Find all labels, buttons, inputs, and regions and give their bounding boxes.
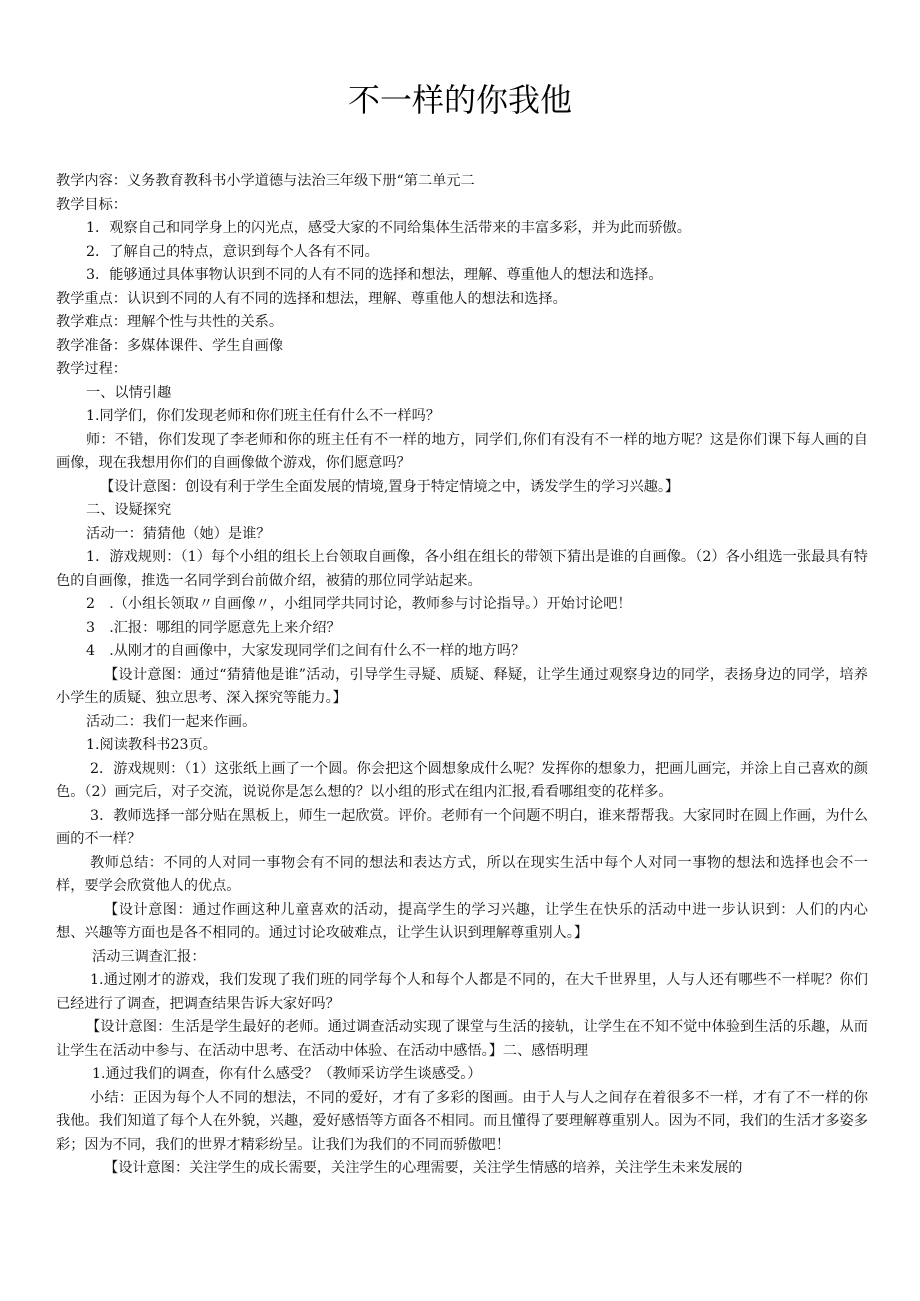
activity-1-item-2: 2 .（小组长领取〃自画像〃，小组同学共同讨论，教师参与讨论指导。）开始讨论吧！ — [86, 596, 632, 612]
design-intent-5: 【设计意图：关注学生的成长需要，关注学生的心理需要，关注学生情感的培养，关注学生未来发展的 — [104, 1160, 743, 1176]
activity-3-heading: 活动三调查汇报： — [92, 948, 206, 965]
section-heading-2: 二、设疑探究 — [86, 502, 172, 518]
goal-item-2: 2．了解自己的特点，意识到每个人各有不同。 — [86, 243, 379, 260]
summary-paragraph: 小结：正因为每个人不同的想法，不同的爱好，才有了多彩的图画。由于人与人之间存在着很多不一样，才有了不一样的你我他。我们知道了每个人在外貌，兴趣，爱好感悟等方面各不相同。而且懂得了要理解尊重别人。因为不同，我们的生活才多姿多彩；因为不同，我们的世界才精彩纷呈。让我们为我们的不同而骄傲吧！ — [56, 1089, 868, 1153]
design-intent-3: 【设计意图：通过作画这种儿童喜欢的活动，提高学生的学习兴趣，让学生在快乐的活动中进一步认识到：人们的内心想、兴趣等方面也是各不相同的。通过讨论攻破难点，让学生认识到理解尊重别人。】 — [56, 901, 868, 941]
activity-2-item-3: 3．教师选择一部分贴在黑板上，师生一起欣赏。评价。老师有一个问题不明白，谁来帮帮我。大家同时在圆上作画，为什么画的不一样？ — [56, 807, 868, 847]
teaching-key-point: 教学重点：认识到不同的人有不同的选择和想法，理解、尊重他人的想法和选择。 — [56, 290, 567, 307]
teaching-preparation: 教学准备：多媒体课件、学生自画像 — [56, 337, 284, 354]
section-heading-1: 一、以情引趣 — [86, 384, 172, 401]
activity-3-item-1: 1.通过刚才的游戏，我们发现了我们班的同学每个人和每个人都是不同的，在大千世界里，人与人还有哪些不一样呢？你们已经进行了调查，把调查结果告诉大家好吗？ — [56, 972, 868, 1012]
section-1-item-1: 1.同学们，你们发现老师和你们班主任有什么不一样吗？ — [86, 408, 441, 424]
teaching-difficulty: 教学难点：理解个性与共性的关系。 — [56, 314, 284, 330]
goal-item-3: 3．能够通过具体事物认识到不同的人有不同的选择和想法，理解、尊重他人的想法和选择。 — [86, 267, 663, 283]
teaching-content-line: 教学内容：义务教育教科书小学道德与法治三年级下册“第二单元二 — [56, 173, 475, 189]
activity-2-item-2: 2．游戏规则：（1）这张纸上画了一个圆。你会把这个圆想象成什么呢？发挥你的想象力，把画儿画完，并涂上自己喜欢的颜色。（2）画完后，对子交流，说说你是怎么想的？以小组的形式在组内汇报,看看哪组变的花样多。 — [56, 760, 868, 800]
teacher-remark-paragraph: 师：不错，你们发现了李老师和你的班主任有不一样的地方，同学们,你们有没有不一样的地方呢？这是你们课下每人画的自画像，现在我想用你们的自画像做个游戏，你们愿意吗？ — [56, 431, 868, 471]
activity-1-item-1: 1．游戏规则：（1）每个小组的组长上台领取自画像，各小组在组长的带领下猜出是谁的自画像。（2）各小组选一张最具有特色的自画像，推选一名同学到台前做介绍，被猜的那位同学站起来。 — [56, 549, 868, 589]
design-intent-4: 【设计意图：生活是学生最好的老师。通过调查活动实现了课堂与生活的接轨，让学生在不知不觉中体验到生活的乐趣，从而让学生在活动中参与、在活动中思考、在活动中体验、在活动中感悟。】二、感悟明理 — [56, 1019, 868, 1059]
teaching-process-heading: 教学过程： — [56, 361, 127, 377]
activity-2-heading: 活动二：我们一起来作画。 — [86, 713, 257, 730]
activity-1-item-3: 3 .汇报：哪组的同学愿意先上来介绍？ — [86, 619, 341, 636]
design-intent-2: 【设计意图：通过“猜猜他是谁”活动，引导学生寻疑、质疑、释疑，让学生通过观察身边的同学，表扬身边的同学，培养小学生的质疑、独立思考、深入探究等能力。】 — [56, 666, 868, 706]
teacher-summary: 教师总结：不同的人对同一事物会有不同的想法和表达方式，所以在现实生活中每个人对同一事物的想法和选择也会不一样，要学会欣赏他人的优点。 — [56, 854, 868, 894]
document-title: 不一样的你我他 — [347, 81, 572, 119]
activity-2-item-1: 1.阅读教科书23页。 — [86, 737, 217, 753]
activity-1-item-4: 4 .从刚才的自画像中，大家发现同学们之间有什么不一样的地方吗？ — [86, 643, 526, 659]
design-intent-1: 【设计意图：创设有利于学生全面发展的情境,置身于特定情境之中，诱发学生的学习兴趣。】 — [100, 478, 680, 495]
teaching-goals-heading: 教学目标： — [56, 196, 127, 213]
document-body — [56, 170, 868, 1181]
reflection-item-1: 1.通过我们的调查，你有什么感受？（教师采访学生谈感受。） — [92, 1066, 482, 1082]
activity-1-heading: 活动一：猜猜他（她）是谁？ — [86, 525, 271, 542]
goal-item-1: 1．观察自己和同学身上的闪光点，感受大家的不同给集体生活带来的丰富多彩，并为此而骄傲。 — [86, 220, 691, 236]
